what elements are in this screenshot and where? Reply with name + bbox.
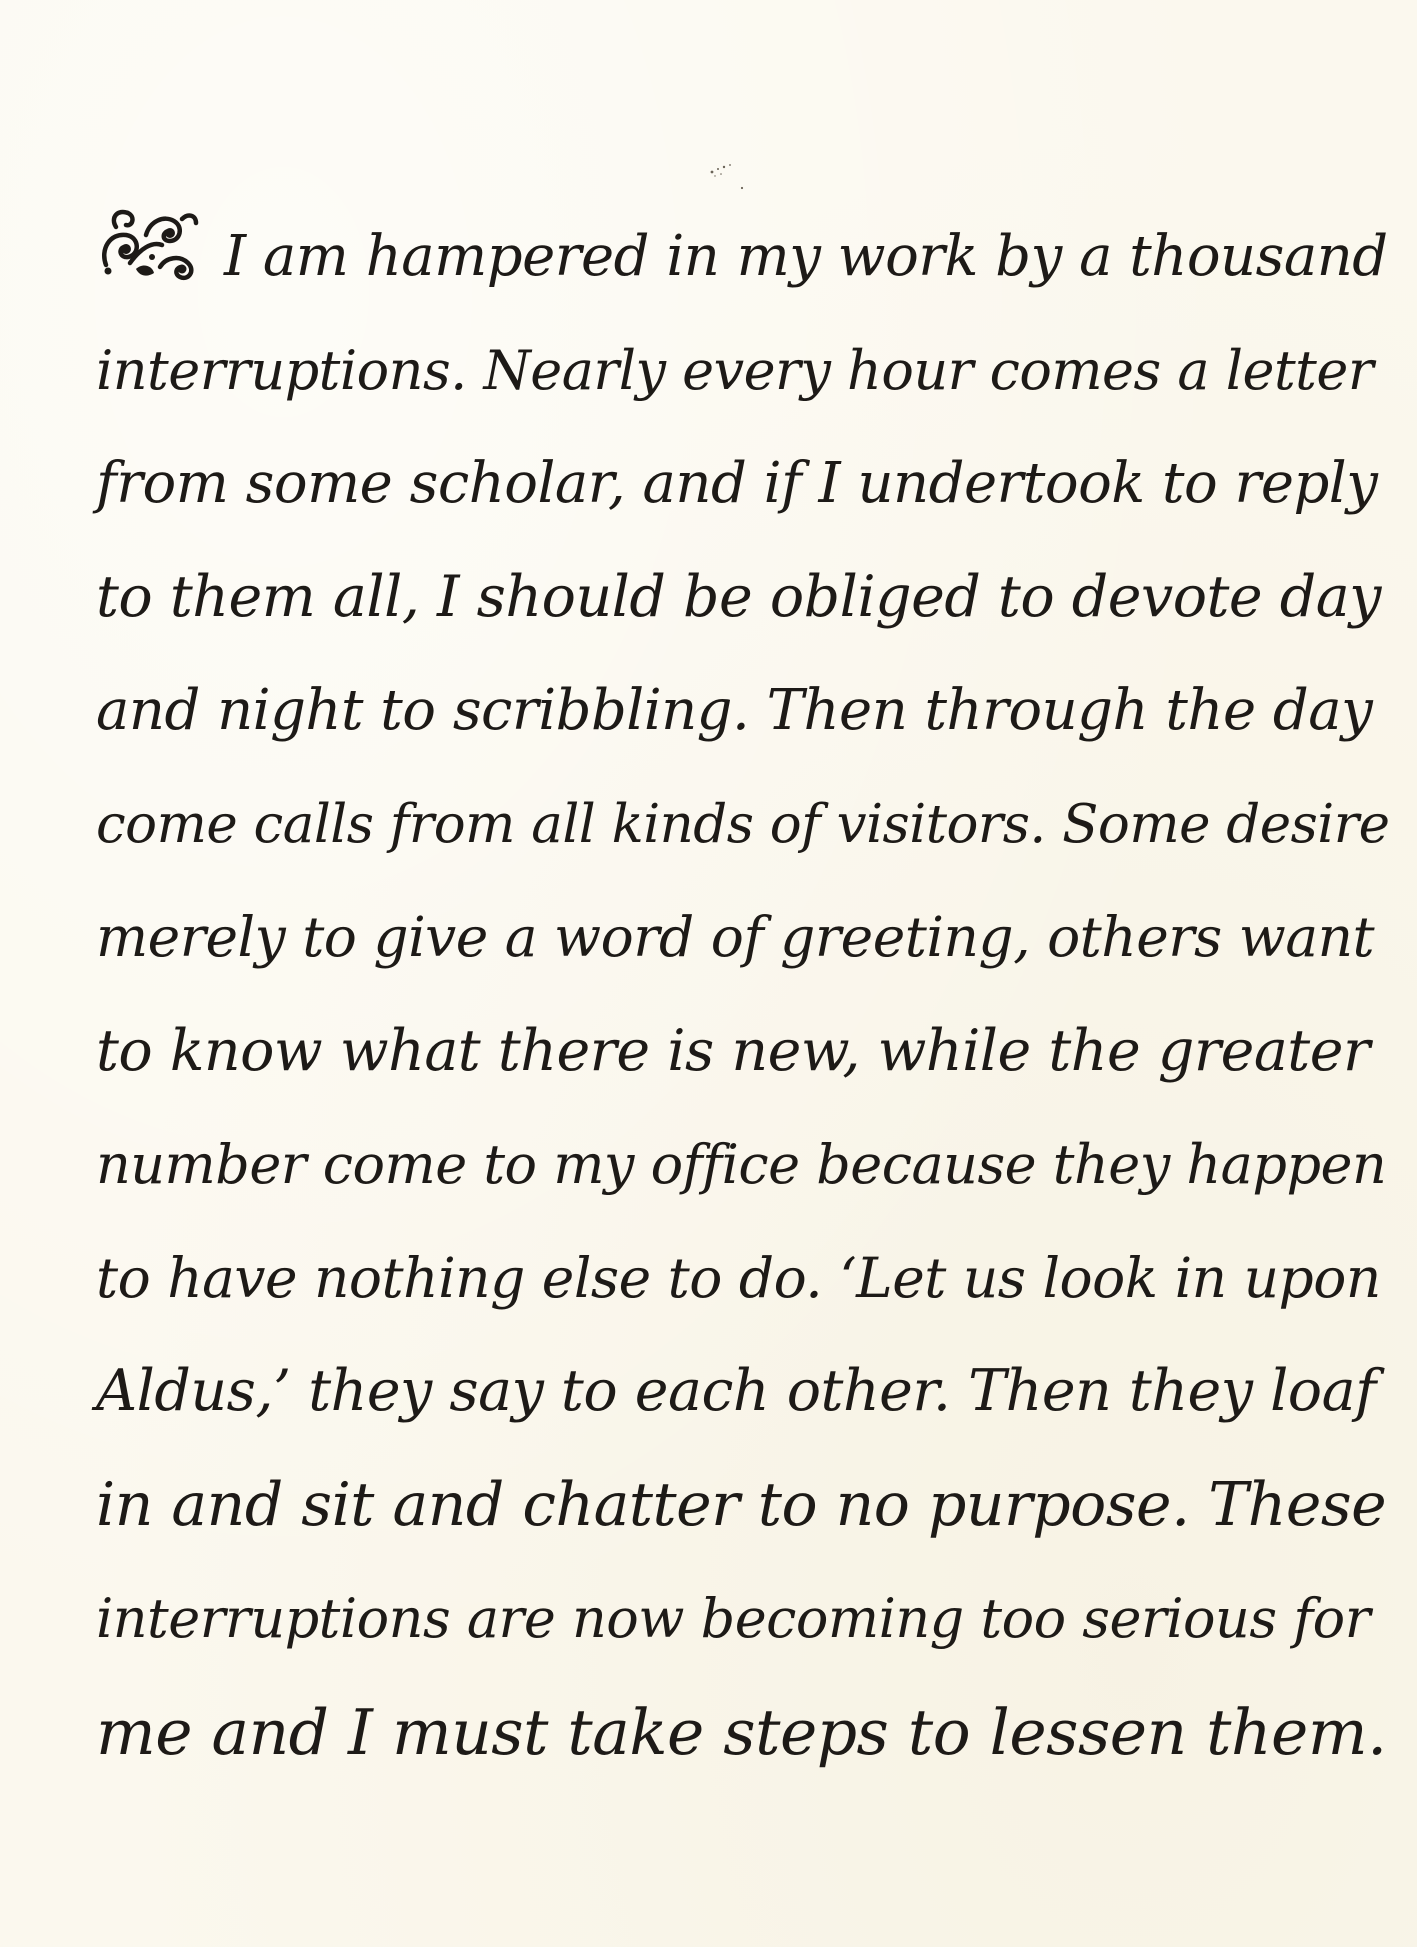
fleuron-icon [96, 205, 202, 283]
text-line: interruptions are now becoming too serious for [96, 1587, 1371, 1650]
body-paragraph [96, 200, 1390, 1789]
text-line: to know what there is new, while the greater [96, 1017, 1370, 1084]
text-line: number come to my office because they happen [96, 1133, 1387, 1196]
ink-speck [700, 150, 760, 190]
text-line: interruptions. Nearly every hour comes a letter [96, 338, 1374, 402]
text-line-content: I am hampered in my work by a thousand [224, 224, 1388, 289]
text-line: to have nothing else to do. ‘Let us look in upon [96, 1245, 1381, 1310]
text-line: in and sit and chatter to no purpose. These [96, 1469, 1387, 1540]
text-line: to them all, I should be obliged to devote day [96, 563, 1381, 630]
text-line: from some scholar, and if I undertook to reply [96, 451, 1378, 516]
text-line: Aldus,’ they say to each other. Then they loaf [96, 1358, 1376, 1424]
text-line: come calls from all kinds of visitors. Some desire [96, 793, 1390, 855]
text-line: and night to scribbling. Then through the day [96, 678, 1373, 743]
text-line: merely to give a word of greeting, others want [96, 905, 1375, 969]
text-line: me and I must take steps to lessen them. [96, 1695, 1387, 1769]
text-line [96, 200, 1388, 314]
